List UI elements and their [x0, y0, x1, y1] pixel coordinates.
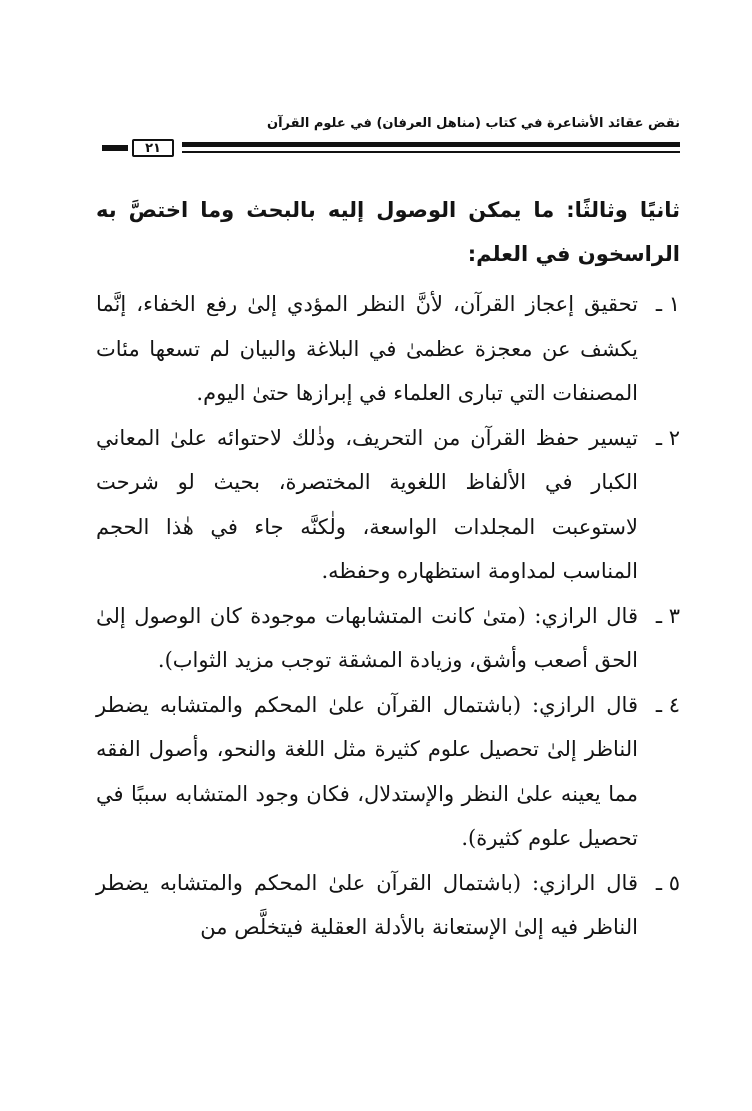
item-text: قال الرازي: (باشتمال القرآن علىٰ المحكم والمتشابه يضطر الناظر إلىٰ تحصيل علوم كثيرة مثل اللغة والنحو، وأصول الفقه مما يعينه علىٰ النظر والإستدلال، فكان وجود المتشابه سببًا في تحصيل علوم كثيرة). [96, 692, 638, 850]
item-number: ٣ ـ [655, 603, 680, 628]
list-item [96, 861, 680, 950]
item-text: قال الرازي: (باشتمال القرآن علىٰ المحكم والمتشابه يضطر الناظر فيه إلىٰ الإستعانة بالأدلة العقلية فيتخلَّص من [96, 870, 638, 939]
list-item [96, 594, 680, 683]
list-item [96, 282, 680, 416]
list-item [96, 683, 680, 861]
item-number: ٤ ـ [655, 692, 680, 717]
section-heading: ثانيًا وثالثًا: ما يمكن الوصول إليه بالبحث وما اختصَّ به الراسخون في العلم: [96, 198, 680, 266]
item-text: قال الرازي: (متىٰ كانت المتشابهات موجودة كان الوصول إلىٰ الحق أصعب وأشق، وزيادة المشقة توجب مزيد الثواب). [96, 603, 638, 672]
header-rule-thick [182, 142, 680, 147]
item-text: تيسير حفظ القرآن من التحريف، وذٰلك لاحتوائه علىٰ المعاني الكبار في الألفاظ اللغوية المختصرة، بحيث لو شرحت لاستوعبت المجلدات الواسعة، ولٰكنَّه جاء في هٰذا الحجم المناسب لمداومة استظهاره وحفظه. [96, 425, 638, 583]
page-number: ٢١ [132, 139, 174, 157]
item-text: تحقيق إعجاز القرآن، لأنَّ النظر المؤدي إلىٰ رفع الخفاء، إنَّما يكشف عن معجزة عظمىٰ في البلاغة والبيان لم تسعها مئات المصنفات التي تبارى العلماء في إبرازها حتىٰ اليوم. [96, 292, 638, 405]
header-left-bar [102, 145, 128, 151]
header-rule-thin [182, 151, 680, 153]
item-number: ١ ـ [655, 292, 680, 316]
list-item [96, 416, 680, 594]
item-number: ٢ ـ [655, 425, 680, 450]
running-title: نقض عقائد الأشاعرة في كتاب (مناهل العرفان) في علوم القرآن [267, 116, 680, 131]
item-number: ٥ ـ [655, 870, 680, 895]
page-body [96, 188, 680, 950]
